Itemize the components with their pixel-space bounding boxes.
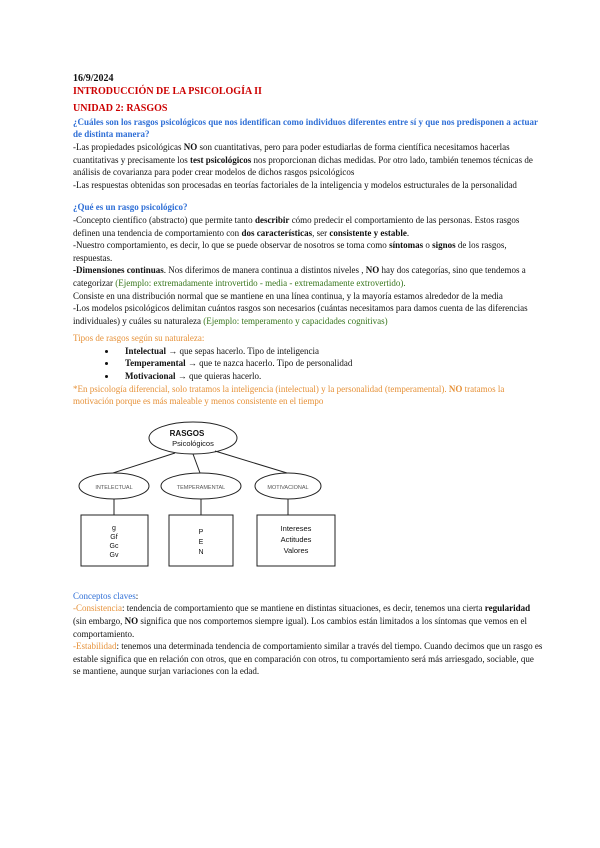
unit-heading: UNIDAD 2: RASGOS <box>73 103 168 115</box>
node-label-motivacional: MOTIVACIONAL <box>267 484 309 491</box>
list-item: • Intelectual → que sepas hacerlo. Tipo de inteligencia <box>117 345 543 358</box>
root-subtitle: Psicológicos <box>172 438 214 448</box>
box1-item: Gf <box>110 533 118 541</box>
paragraph-models: -Los modelos psicológicos delimitan cuántos rasgos son necesarios (cuántas necesitamos para damos cuenta de las diferencias individuales) y cuáles su naturaleza (Ejemplo: temperamento y capacidades cognitivas) <box>73 303 528 326</box>
types-list <box>73 345 543 383</box>
list-item: • Motivacional → que quieras hacerlo. <box>117 370 543 383</box>
box1-item: Gv <box>109 551 119 559</box>
concepts-heading: Conceptos claves: <box>73 590 139 601</box>
paragraph-dimensions: -Dimensiones continuas. Nos diferimos de manera continua a distintos niveles , NO hay dos categorías, sino que tendemos a categorizar (Ejemplo: extremadamente introvertido - media - extremadamente extrovertido). <box>73 265 526 288</box>
date: 16/9/2024 <box>73 73 114 84</box>
box3-item: Actitudes <box>280 534 312 544</box>
document-page <box>73 73 543 678</box>
paragraph-properties: -Las propiedades psicológicas NO son cuantitativas, pero para poder estudiarlas de forma científica necesitamos hacerlas cuantitativas y precisamente los test psicológicos nos proporcionan dichas medidas. Por otro lado, también tenemos técnicas de análisis de covarianza para poder crear modelos de dichos rasgos psicológicos <box>73 141 533 178</box>
paragraph-concept: -Concepto científico (abstracto) que permite tanto describir cómo predecir el comportamiento de las personas. Estos rasgos definen una tendencia de comportamiento con dos características, ser consistente y estable. <box>73 214 520 238</box>
node-label-temperamental: TEMPERAMENTAL <box>176 484 226 491</box>
box3-item: Valores <box>283 545 309 555</box>
question-traits: ¿Cuáles son los rasgos psicológicos que nos identifican como individuos diferentes entre sí y que nos predisponen a actuar de distinta manera? <box>73 116 538 140</box>
connector-middle <box>193 454 200 473</box>
connector-left <box>113 453 175 473</box>
paragraph-consistency: -Consistencia: tendencia de comportamiento que se mantiene en distintas situaciones, es decir, tenemos una cierta regularidad (sin embargo, NO significa que nos comportemos siempre igual). Los cambios están limitados a los síntomas que vemos en el comportamiento. <box>73 603 531 639</box>
question-what-is-trait: ¿Qué es un rasgo psicológico? <box>73 202 188 213</box>
node-label-intelectual: INTELECTUAL <box>95 484 133 491</box>
psychology-note: *En psicología diferencial, solo tratamos la inteligencia (intelectual) y la personalidad (temperamental). NO tratamos la motivación porque es más maleable y menos consistente en el tiempo <box>73 383 505 407</box>
list-item: • Temperamental → que te nazca hacerlo. Tipo de personalidad <box>117 357 543 370</box>
paragraph-stability: -Estabilidad: tenemos una determinada tendencia de comportamiento similar a través del tiempo. Cuando decimos que un rasgo es estable significa que en relación con otros, que en comparación con otros, tu comportamiento será más arriesgado, sociable, que se mantiene, aunque surjan variaciones con la edad. <box>73 641 543 677</box>
connector-right <box>215 451 287 473</box>
traits-diagram <box>73 420 543 580</box>
document-title: INTRODUCCIÓN DE LA PSICOLOGÍA II <box>73 85 262 97</box>
traits-diagram-svg <box>73 420 543 580</box>
root-title: RASGOS <box>169 428 205 438</box>
box2-item: N <box>198 548 204 556</box>
box1-item: g <box>112 524 116 532</box>
box2-item: P <box>198 528 204 536</box>
types-heading: Tipos de rasgos según su naturaleza: <box>73 333 205 344</box>
box3-item: Intereses <box>280 523 312 533</box>
root-ellipse <box>149 422 237 454</box>
paragraph-distribution: Consiste en una distribución normal que se mantiene en una línea continua, y la mayoría estamos alrededor de la media <box>73 290 503 301</box>
paragraph-behaviour: -Nuestro comportamiento, es decir, lo que se puede observar de nosotros se toma como síntomas o signos de los rasgos, respuestas. <box>73 240 507 263</box>
paragraph-responses: -Las respuestas obtenidas son procesadas en teorías factoriales de la inteligencia y modelos estructurales de la personalidad <box>73 179 517 190</box>
box1-item: Gc <box>109 542 119 550</box>
box2-item: E <box>198 538 204 546</box>
